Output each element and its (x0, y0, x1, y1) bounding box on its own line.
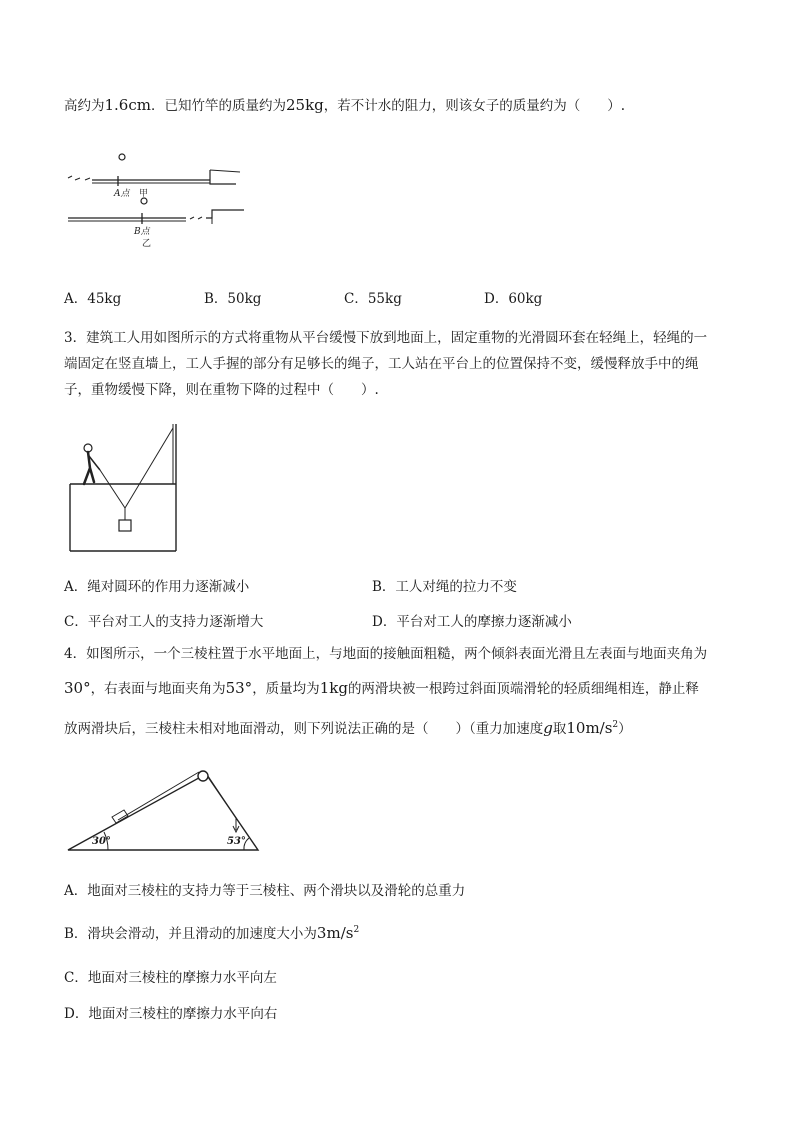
q3-option-a: A．绳对圆环的作用力逐渐减小 (64, 579, 250, 595)
q4-line2-text-b: ，质量均为 (252, 681, 320, 697)
q3-stem-line2: 端固定在竖直墙上，工人手握的部分有足够长的绳子，工人站在平台上的位置保持不变，缓慢释放手中的绳 (64, 356, 699, 372)
q4-option-c: C．地面对三棱柱的摩擦力水平向左 (64, 970, 277, 986)
q2-value-mass: 25kg (285, 96, 324, 114)
q4-line2-text-c: 的两滑块被一根跨过斜面顶端滑轮的轻质细绳相连，静止释 (347, 681, 699, 697)
q2-label-point-a: A点 (114, 189, 130, 199)
q2-label-yi: 乙 (142, 239, 152, 249)
q2-text-prefix: 高约为 (64, 98, 105, 114)
q4-figure-angle-right: 53° (227, 836, 246, 847)
q4-line3-text-a: 放两滑块后，三棱柱未相对地面滑动，则下列说法正确的是（ ）（重力加速度 (64, 721, 544, 737)
q3-option-b: B．工人对绳的拉力不变 (372, 579, 517, 595)
q2-text-mid: ．已知竹竿的质量约为 (150, 98, 286, 114)
q4-line3-text-b: 取 (552, 721, 567, 737)
q4-option-d: D．地面对三棱柱的摩擦力水平向右 (64, 1006, 278, 1022)
q3-option-c: C．平台对工人的支持力逐渐增大 (64, 614, 264, 630)
q2-label-point-b: B点 (134, 227, 150, 237)
q4-option-b (64, 922, 359, 942)
q2-option-d: D．60kg (484, 291, 543, 307)
q4-option-b-text: B．滑块会滑动，并且滑动的加速度大小为 (64, 926, 317, 942)
q2-option-b: B．50kg (204, 291, 262, 307)
q2-option-c: C．55kg (344, 291, 402, 307)
q3-stem-line3: 子，重物缓慢下降，则在重物下降的过程中（ ）. (64, 382, 379, 398)
q4-angle-53: 53° (225, 679, 253, 697)
q4-mass-value: 1kg (319, 679, 348, 697)
q3-stem-line1: 3．建筑工人用如图所示的方式将重物从平台缓慢下放到地面上，固定重物的光滑圆环套在轻绳上，轻绳的一 (64, 330, 708, 346)
q4-option-b-value: 3m/s (316, 924, 354, 942)
q4-g-value: 10m/s (566, 719, 613, 737)
q4-option-a: A．地面对三棱柱的支持力等于三棱柱、两个滑块以及滑轮的总重力 (64, 883, 466, 899)
q4-stem-line1: 4．如图所示，一个三棱柱置于水平地面上，与地面的接触面粗糙，两个倾斜表面光滑且左表面与地面夹角为 (64, 646, 708, 662)
q4-g-exponent: 2 (612, 720, 619, 730)
q2-text-suffix: ，若不计水的阻力，则该女子的质量约为（ ）. (323, 98, 626, 114)
q4-line2-text-a: ，右表面与地面夹角为 (90, 681, 226, 697)
q2-value-height: 1.6cm (104, 96, 151, 114)
q3-option-d: D．平台对工人的摩擦力逐渐减小 (372, 614, 572, 630)
q4-option-b-exponent: 2 (353, 925, 360, 935)
q4-figure-angle-left: 30° (92, 836, 111, 847)
q2-option-a: A．45kg (64, 291, 122, 307)
q4-g-symbol: g (543, 719, 553, 737)
q4-line3-text-c: ） (618, 721, 632, 737)
q4-angle-30: 30° (64, 679, 91, 697)
q2-label-jia: 甲 (139, 189, 149, 199)
